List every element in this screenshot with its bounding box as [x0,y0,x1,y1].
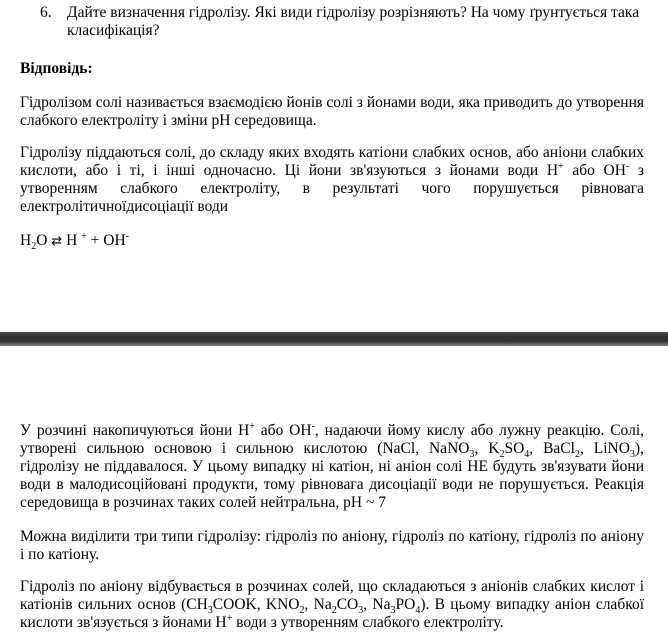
definition-paragraph: Гідролізом солі називається взаємодією йонів солі з йонами води, яка приводить до утворення слабкого електроліту і зміни pH середовища. [20,94,644,129]
hydrolysis-types-paragraph: Можна виділити три типи гідролізу: гідроліз по аніону, гідроліз по катіону, гідроліз по аніону і по катіону. [20,528,644,563]
water-dissociation-equation: $H_2O$ ⇄ H + + OH- [20,230,130,253]
ions-accumulation-paragraph: У розчині накопичуються йони H+ або OH-, надаючи йому кислу або лужну реакцію. Солі, утворені сильною основою і сильною кислотою (NaCl, NaNO$_3$, $K_2SO_4$, BaCl$_2$, LiNO$_3$), гідролізу не піддавалося. У цьому випадку ні катіон, ні аніон солі НЕ будуть зв'язувати йони води в малодисоційовані продукти, тому рівновага дисоціації води не порушується. Реакція середовища в розчинах таких солей нейтральна, pH ~ 7 [20,420,645,511]
question-text: Дайте визначення гідролізу. Які види гідролізу розрізняють? На чому ґрунтується така класифікація? [67,4,640,39]
page-separator [0,332,668,346]
hydrolysis-paragraph: Гідролізу піддаються солі, до складу яких входять катіони слабких основ, або аніони слабких кислоти, або і ті, і інші одночасно. Ці йони зв'язуються з йонами води H+ або OH- з утворенням слабкого електроліту, в результаті чого порушується рівновага електролітичноїдисоціації води [20,144,645,215]
question-item [40,4,640,40]
question-number: 6. [40,4,52,21]
anion-hydrolysis-paragraph: Гідроліз по аніону відбувається в розчинах солей, що складаються з аніонів слабких кислот і катіонів сильних основ ($CH_3COOK$, $KNO_2$, $Na_2CO_3$, $Na_3PO_4$). В цьому випадку аніон слабкої кислоти зв'язується з йонами H+ води з утворенням слабкого електроліту. [20,578,645,631]
answer-heading: Відповідь: [20,60,93,77]
equilibrium-arrows-icon: ⇄ [51,234,63,249]
document-page-bottom [0,346,668,639]
